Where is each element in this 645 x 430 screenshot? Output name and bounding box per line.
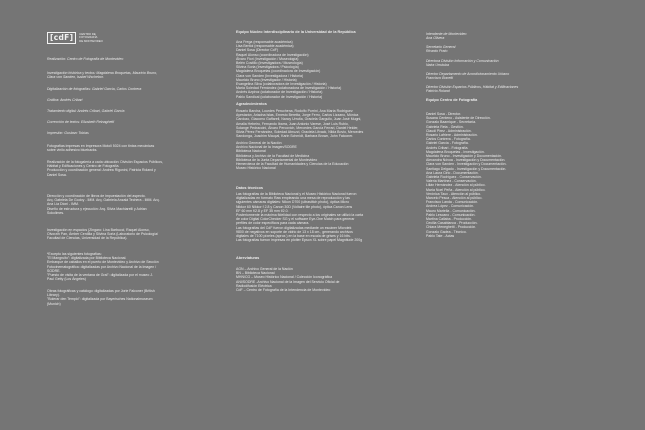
credit-paragraph: AGN – Archivo General de la Nación BN – Biblioteca Nacional MHN/CG – Museo Histórico Nacional / Colección Iconográfica ANI/SODRE -Archivo Nacional de la Imagen del Servicio Oficial de Radiodifusión Eléctrica CdF – Centro de Fotografía de la Intendencia de Montevideo xyxy=(236,267,340,293)
credit-paragraph: Intendente de Montevideo Ana Olivera xyxy=(426,32,467,41)
credit-paragraph: Gráfica: Andrés Cribari xyxy=(47,98,83,102)
section-heading: Equipo Núcleo Interdisciplinario de la Universidad de la República xyxy=(236,30,356,34)
credit-paragraph: Archivo General de la Nación Archivo Nacional de la Imagen/SODRE Biblioteca Nacional Biblioteca y Archivo de la Facultad de Medicina Biblioteca de la Junta Departamental de Montevideo Hemeroteca de la Facultad de Humanidades y Ciencias de la Educación Museo Histórico Nacional xyxy=(236,141,349,171)
credit-paragraph: *Excepto las siguientes fotografías: "El Mangruito": digitalizada por Biblioteca Nacional. Embarque de caballos en el puerto de Montevideo y Archivo de Sección Fotocinematográfica: digitalizadas por Archivo Nacional de la Imagen / SODRE. "Puesto de visita de la ventana de Gral": digitalizada por el museo J. Paul Getty (Los Ángeles) xyxy=(47,252,159,282)
credit-paragraph: Obras fotográficas y catálogo: digitalizadas por Jorie Falconer (British Library). "Bolerar den Templo": digitalizada por Bayerisches Nationalmuseum (Munich) xyxy=(47,289,155,306)
section-heading: Agradecimientos xyxy=(236,102,267,106)
credit-paragraph: Rosario Barcha, Lourdes Peruchena, Rodolfo Porrini, Ana María Rodríguez Ayestarán, Ariadna Islas, Ernesto Beretta, Jorge Ferro, Carlos Lizzano, Mónica Cardozo, Giacomo Gaffarell, Nancy Urrutia, Graciela Garguilo, Juan José Mugni, Amalia Hebeiro, Fernando Ibarra, Juan Antonio Varese, José Luis Rubio, Solange Pedraccini, Álvaro Percovich, Mercedes García Ferrari, Daniel Heider, Silvia Pérez Fernández, Soledad Abruzzi, Graciela Litvack, Nilda Bovio, Mercedes Sandonga, Joachim Mauçal, Karin Schmidt, Barbara Brown, John Falconer. xyxy=(236,109,364,139)
section-heading: Datos técnicos xyxy=(236,186,264,190)
section-heading: Equipo Centro de Fotografía xyxy=(426,98,478,102)
credit-paragraph: Realización de la fotogalería a cada ubicación: División Espacios Públicos, Hábitat y Edificaciones y Centro de Fotografía. Producción y coordinación general: Andrea Rigonini, Patricia Roland y Daniel Sosa. xyxy=(47,160,163,177)
credit-paragraph: Impresión: Gustavo Tobías xyxy=(47,131,89,135)
cdf-logo xyxy=(47,32,115,44)
credit-paragraph: Investigación en espacios (Zingaro: Lina Barbucci, Raquel Alonso, Olvorzih Pan, Ámber Cerdilla y Silvina Soria (Laboratorio de Psicología/ Facultad de Ciencias, Universidad de la República). xyxy=(47,228,159,241)
credit-paragraph: Investigación histórica y textos: Magdalena Broquetas, Mauricio Bruno, Clara von Sanden, Isabel Wschebor. xyxy=(47,71,158,80)
credit-paragraph: Ana Frega (responsable académica) Lisa Bertiol (responsable académica) Daniel Sosa (Director CdF) Raquel Alonso (coordinadora de Investigación) Álvaro Fiori (Investigación / Museología) Belén Costillo (Investigadora / Museología) Silvina Soria (Investigadora / Psicología) Magdalena Broquetas (coordinadora de Investigación) Clara von Sanden (Investigadora / Historia) Mauricio Bruno (Investigador / Historia) Evangelina Silva (colaboradora de Investigación / Historia) María Soledad Fernández (colaboradora de Investigación / Historia) Andrés Azpiroz (colaborador de Investigación / Historia) Pablo Sandical (colaborador de Investigación / Historia) xyxy=(236,40,342,99)
credit-paragraph: Corrección de textos: Elizabeth Reinaghetti xyxy=(47,120,115,124)
credit-paragraph: Fotografías impresas en Impresora Motoli 5024 con tintas mecánicas sobre vinilo adhesivo bluebacks. xyxy=(47,144,155,153)
credit-paragraph: Secretario General Ricardo Prato xyxy=(426,45,456,54)
logo-mark: [cdF] xyxy=(47,32,76,44)
credit-paragraph: Tratamiento digital: Andrés Cribari, Gabriel García xyxy=(47,109,125,113)
credit-paragraph: Director Departamento de Acondicionamiento Urbano Francisco Bonetti xyxy=(426,72,510,81)
credit-paragraph: Directora División Información y Comunicación Naira Urrutuba xyxy=(426,59,499,68)
credit-paragraph: Realización: Centro de Fotografía de Montevideo xyxy=(47,57,124,61)
credit-paragraph: Dirección y coordinación de libros de impuestación del aspecto. Arq. Gabriela De Godoy - IMM. Arq. Gabriela Anzalá Techera - IMM. Arq. Ana Lía Dioni - IMM. Diseño de estructura y ejecución: Arq. Silvia Machiarelli y Adrian Sokolimes. xyxy=(47,194,160,215)
credit-paragraph: Daniel Sosa - Director. Susana Centeno - Asistente de Dirección. Gonzalo Baamique - Secretaría. Gabriela Reta - Gestión. Claudi Pirez - Administración. Rosario Lafriere - Administración. Carlos Contrera - Fotografía. Gabriel García - Fotografía. Andrés Cribari - Fotografía. Magdalena Broquetas - Investigación. Mauricio Bruno - Investigación y Documentación. Alexandra Nóvoa - Investigación y Documentación. Clara von Sanden - Investigación y Documentación. Santiago Delgado - Investigación y Documentación. Ana Laura Cirio - Documentación. Gabriela Rodríguez - Conservación. Valeria Martínez - Conservación. Lilián Hernández - Atención al público. María Noel Peña - Atención al público. Verónica Taux - Atención al público. Marcelo Pesca - Atención al público. Francisco Landa - Comunicación. Andrea López - Comunicación. Mauro Martella - Comunicación. Pablo Lescano - Comunicación. Martina Callaba - Producción. Cecilia Casablanca - Producción. Chiara Meneghetti - Producción. Gonzalo Gadea - Técnico. Pablo Tate - Actas xyxy=(426,112,507,238)
credit-paragraph: Director División Espacios Públicos, Hábitat y Edificaciones Patricio Roland xyxy=(426,85,519,94)
credit-paragraph: Las fotografías de la Biblioteca Nacional y el Museo Histórico Nacional fueron digitalizadas en formato Raw empleando una mesa de reproducción y las siguientes cámaras digitales: Nikon D700 (ultrastitch photo), óptica Micro Nikkor 60 Nikkor f 2.8 y Canon 30D (Voltaire tile photo), óptica Canon Lens EF 60 mm f/2.8 y EF 35 mm f/2.0. Posteriormente la máxima fidelidad con respecto a los originales se utilizó la carta de color Digital ColorChecker SG y el software Eye-One Match para generar perfiles de color específicos para cada cámara. Las fotografías del CdF fueron digitalizadas mediante un escáner Microtek 9800 de negativos en soporte de vidrio de 13 x 18 cm., generando archivos digitales de 7100 píxeles (aprox.) en la base en escala de grises y 16 bits. Las fotografías fueron impresas en plotter Epson XL sobre papel Magnitude 200g xyxy=(236,192,364,243)
logo-subtitle: CENTRO DE FOTOGRAFÍA DE MONTEVIDEO xyxy=(79,32,103,43)
section-heading: Abreviaturas xyxy=(236,256,260,260)
credit-paragraph: Digitalización de fotografías: Gabriel García, Carlos Contrera xyxy=(47,87,142,91)
